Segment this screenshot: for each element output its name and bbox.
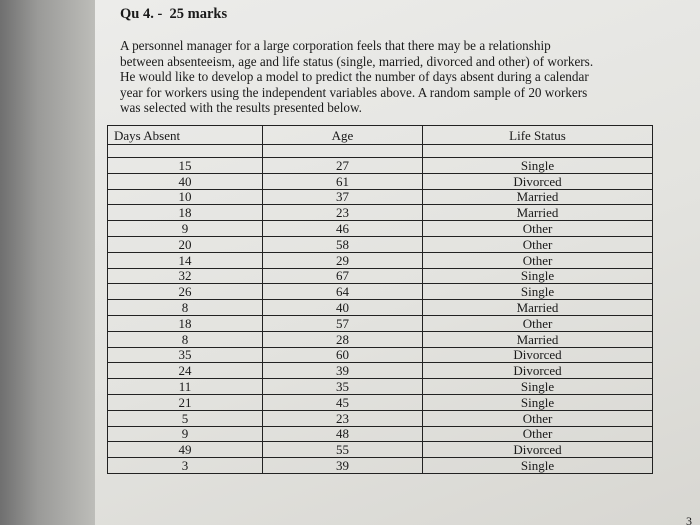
- cell-age: 39: [263, 363, 423, 379]
- header-age: Age: [263, 126, 423, 145]
- cell-age: 64: [263, 284, 423, 300]
- table-row: [108, 426, 653, 442]
- cell-age: 55: [263, 442, 423, 458]
- cell-days-absent: 8: [108, 300, 263, 316]
- cell-life-status: Single: [423, 268, 653, 284]
- cell-days-absent: 15: [108, 158, 263, 174]
- table-row: [108, 300, 653, 316]
- intro-line: was selected with the results presented below.: [120, 100, 362, 116]
- table-row: [108, 394, 653, 410]
- intro-line: between absenteeism, age and life status (single, married, divorced and other) of workers.: [120, 53, 594, 69]
- cell-life-status: Single: [423, 379, 653, 395]
- cell-days-absent: 11: [108, 379, 263, 395]
- cell-days-absent: 10: [108, 189, 263, 205]
- table-row: [108, 442, 653, 458]
- table-row: [108, 236, 653, 252]
- cell-life-status: Single: [423, 394, 653, 410]
- table-spacer-row: [108, 145, 653, 158]
- table-row: [108, 158, 653, 174]
- cell-days-absent: 20: [108, 236, 263, 252]
- table-row: [108, 268, 653, 284]
- cell-days-absent: 24: [108, 363, 263, 379]
- cell-age: 37: [263, 189, 423, 205]
- cell-days-absent: 9: [108, 221, 263, 237]
- cell-life-status: Other: [423, 315, 653, 331]
- cell-life-status: Other: [423, 410, 653, 426]
- cell-age: 61: [263, 173, 423, 189]
- intro-line: He would like to develop a model to predict the number of days absent during a calendar: [120, 69, 589, 85]
- cell-days-absent: 26: [108, 284, 263, 300]
- table-row: [108, 379, 653, 395]
- cell-life-status: Divorced: [423, 347, 653, 363]
- cell-age: 48: [263, 426, 423, 442]
- table-row: [108, 347, 653, 363]
- cell-days-absent: 14: [108, 252, 263, 268]
- cell-age: 35: [263, 379, 423, 395]
- cell-life-status: Divorced: [423, 442, 653, 458]
- intro-line: A personnel manager for a large corporation feels that there may be a relationship: [120, 38, 551, 53]
- cell-days-absent: 9: [108, 426, 263, 442]
- table-row: [108, 252, 653, 268]
- cell-age: 29: [263, 252, 423, 268]
- cell-life-status: Married: [423, 331, 653, 347]
- cell-life-status: Divorced: [423, 173, 653, 189]
- table-row: [108, 221, 653, 237]
- cell-days-absent: 21: [108, 394, 263, 410]
- cell-age: 28: [263, 331, 423, 347]
- desk-background: [0, 0, 95, 525]
- table-row: [108, 331, 653, 347]
- cell-days-absent: 8: [108, 331, 263, 347]
- cell-life-status: Other: [423, 426, 653, 442]
- cell-age: 40: [263, 300, 423, 316]
- cell-age: 23: [263, 205, 423, 221]
- table-row: [108, 410, 653, 426]
- cell-life-status: Single: [423, 158, 653, 174]
- cell-age: 67: [263, 268, 423, 284]
- header-life-status: Life Status: [423, 126, 653, 145]
- cell-days-absent: 49: [108, 442, 263, 458]
- cell-life-status: Married: [423, 189, 653, 205]
- intro-line: year for workers using the independent variables above. A random sample of 20 workers: [120, 84, 588, 100]
- table-header-row: [108, 126, 653, 145]
- cell-days-absent: 32: [108, 268, 263, 284]
- cell-age: 60: [263, 347, 423, 363]
- cell-age: 58: [263, 236, 423, 252]
- cell-days-absent: 18: [108, 205, 263, 221]
- cell-age: 27: [263, 158, 423, 174]
- cell-days-absent: 5: [108, 410, 263, 426]
- cell-life-status: Divorced: [423, 363, 653, 379]
- cell-life-status: Married: [423, 205, 653, 221]
- question-intro: [120, 38, 620, 116]
- table-row: [108, 363, 653, 379]
- table-row: [108, 315, 653, 331]
- cell-age: 57: [263, 315, 423, 331]
- cell-life-status: Single: [423, 458, 653, 474]
- cell-age: 39: [263, 458, 423, 474]
- data-table: [107, 125, 653, 474]
- question-heading: Qu 4. - 25 marks: [120, 6, 228, 22]
- cell-life-status: Other: [423, 221, 653, 237]
- cell-life-status: Single: [423, 284, 653, 300]
- spacer-cell: [423, 145, 653, 158]
- spacer-cell: [263, 145, 423, 158]
- cell-days-absent: 18: [108, 315, 263, 331]
- paper-sheet: [95, 0, 700, 525]
- page-number: 3: [686, 514, 692, 525]
- cell-age: 23: [263, 410, 423, 426]
- cell-days-absent: 3: [108, 458, 263, 474]
- table-row: [108, 173, 653, 189]
- cell-life-status: Married: [423, 300, 653, 316]
- cell-age: 45: [263, 394, 423, 410]
- table-row: [108, 458, 653, 474]
- header-days-absent: Days Absent: [108, 126, 263, 145]
- spacer-cell: [108, 145, 263, 158]
- table-row: [108, 205, 653, 221]
- table-row: [108, 189, 653, 205]
- table-body: [108, 145, 653, 474]
- cell-days-absent: 40: [108, 173, 263, 189]
- cell-days-absent: 35: [108, 347, 263, 363]
- cell-life-status: Other: [423, 236, 653, 252]
- table-row: [108, 284, 653, 300]
- cell-life-status: Other: [423, 252, 653, 268]
- cell-age: 46: [263, 221, 423, 237]
